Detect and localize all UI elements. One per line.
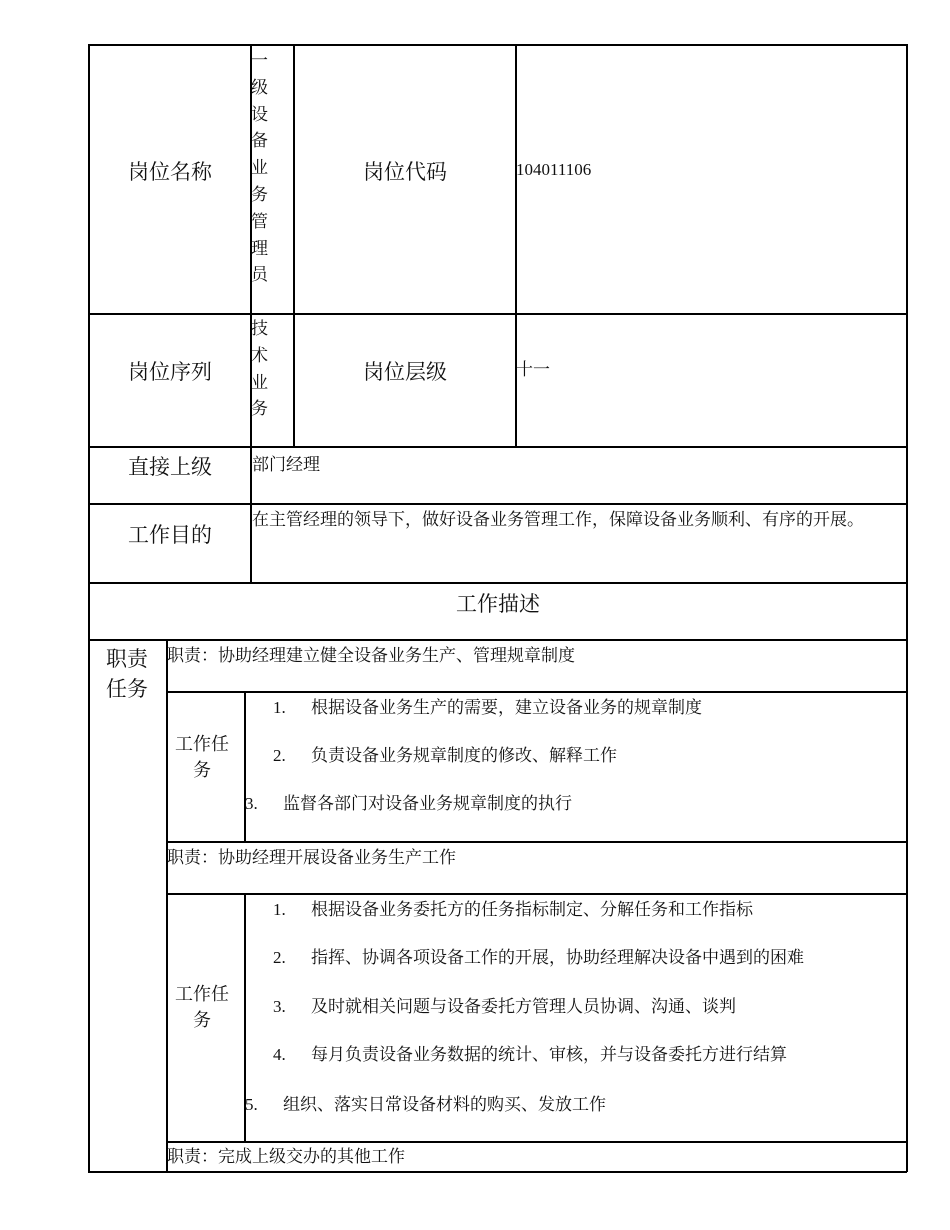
work-task-label: 工作任务 (175, 984, 229, 1030)
task-item (245, 1092, 606, 1117)
col-divider (244, 691, 246, 842)
task-item (245, 791, 572, 816)
task-text: 组织、落实日常设备材料的购买、发放工作 (283, 1095, 606, 1114)
task-number: 5. (245, 1095, 258, 1114)
duty-title: 职责：协助经理开展设备业务生产工作 (167, 848, 456, 867)
task-number: 1. (273, 698, 286, 717)
direct-superior-value: 部门经理 (252, 455, 320, 474)
task-number: 3. (245, 794, 258, 813)
work-task-label: 工作任务 (175, 734, 229, 780)
table-border-right (906, 44, 908, 1172)
position-sequence-value: 技术业务 (251, 319, 268, 419)
task-number: 1. (273, 900, 286, 919)
task-text: 每月负责设备业务数据的统计、审核，并与设备委托方进行结算 (311, 1045, 787, 1064)
task-text: 根据设备业务生产的需要，建立设备业务的规章制度 (311, 698, 702, 717)
position-level-value: 十一 (516, 360, 550, 379)
task-item (273, 897, 753, 922)
work-description-title: 工作描述 (456, 592, 540, 616)
position-code-label: 岗位代码 (363, 160, 447, 184)
task-text: 及时就相关问题与设备委托方管理人员协调、沟通、谈判 (311, 997, 736, 1016)
position-level-label: 岗位层级 (363, 360, 447, 384)
task-text: 指挥、协调各项设备工作的开展，协助经理解决设备中遇到的困难 (311, 948, 804, 967)
task-text: 监督各部门对设备业务规章制度的执行 (283, 794, 572, 813)
col-divider (293, 44, 295, 447)
task-number: 3. (273, 997, 286, 1016)
row-divider (88, 639, 907, 641)
task-item (273, 695, 702, 720)
row-divider (166, 691, 907, 693)
task-item (273, 945, 804, 970)
task-item (273, 1042, 787, 1067)
task-number: 4. (273, 1045, 286, 1064)
work-purpose-value: 在主管经理的领导下，做好设备业务管理工作，保障设备业务顺利、有序的开展。 (252, 510, 864, 529)
task-number: 2. (273, 948, 286, 967)
table-border-top (88, 44, 907, 46)
row-divider (88, 582, 907, 584)
position-sequence-label: 岗位序列 (128, 360, 212, 384)
row-divider (166, 841, 907, 843)
row-divider (88, 313, 907, 315)
position-name-label: 岗位名称 (128, 160, 212, 184)
row-divider (166, 1141, 907, 1143)
task-text: 负责设备业务规章制度的修改、解释工作 (311, 746, 617, 765)
task-item (273, 743, 617, 768)
position-name-value: 一级设备业务管理员 (251, 51, 268, 285)
table-border-bottom (88, 1171, 907, 1173)
position-code-value: 104011106 (516, 160, 592, 179)
duties-tasks-label: 职责任务 (106, 647, 148, 701)
col-divider (166, 639, 168, 1172)
task-item (273, 994, 736, 1019)
task-text: 根据设备业务委托方的任务指标制定、分解任务和工作指标 (311, 900, 753, 919)
row-divider (166, 893, 907, 895)
row-divider (88, 503, 907, 505)
col-divider (515, 44, 517, 447)
work-purpose-label: 工作目的 (128, 523, 212, 547)
duty-title: 职责：协助经理建立健全设备业务生产、管理规章制度 (167, 646, 575, 665)
duty-title: 职责：完成上级交办的其他工作 (167, 1147, 405, 1166)
task-number: 2. (273, 746, 286, 765)
direct-superior-label: 直接上级 (128, 455, 212, 479)
row-divider (88, 446, 907, 448)
